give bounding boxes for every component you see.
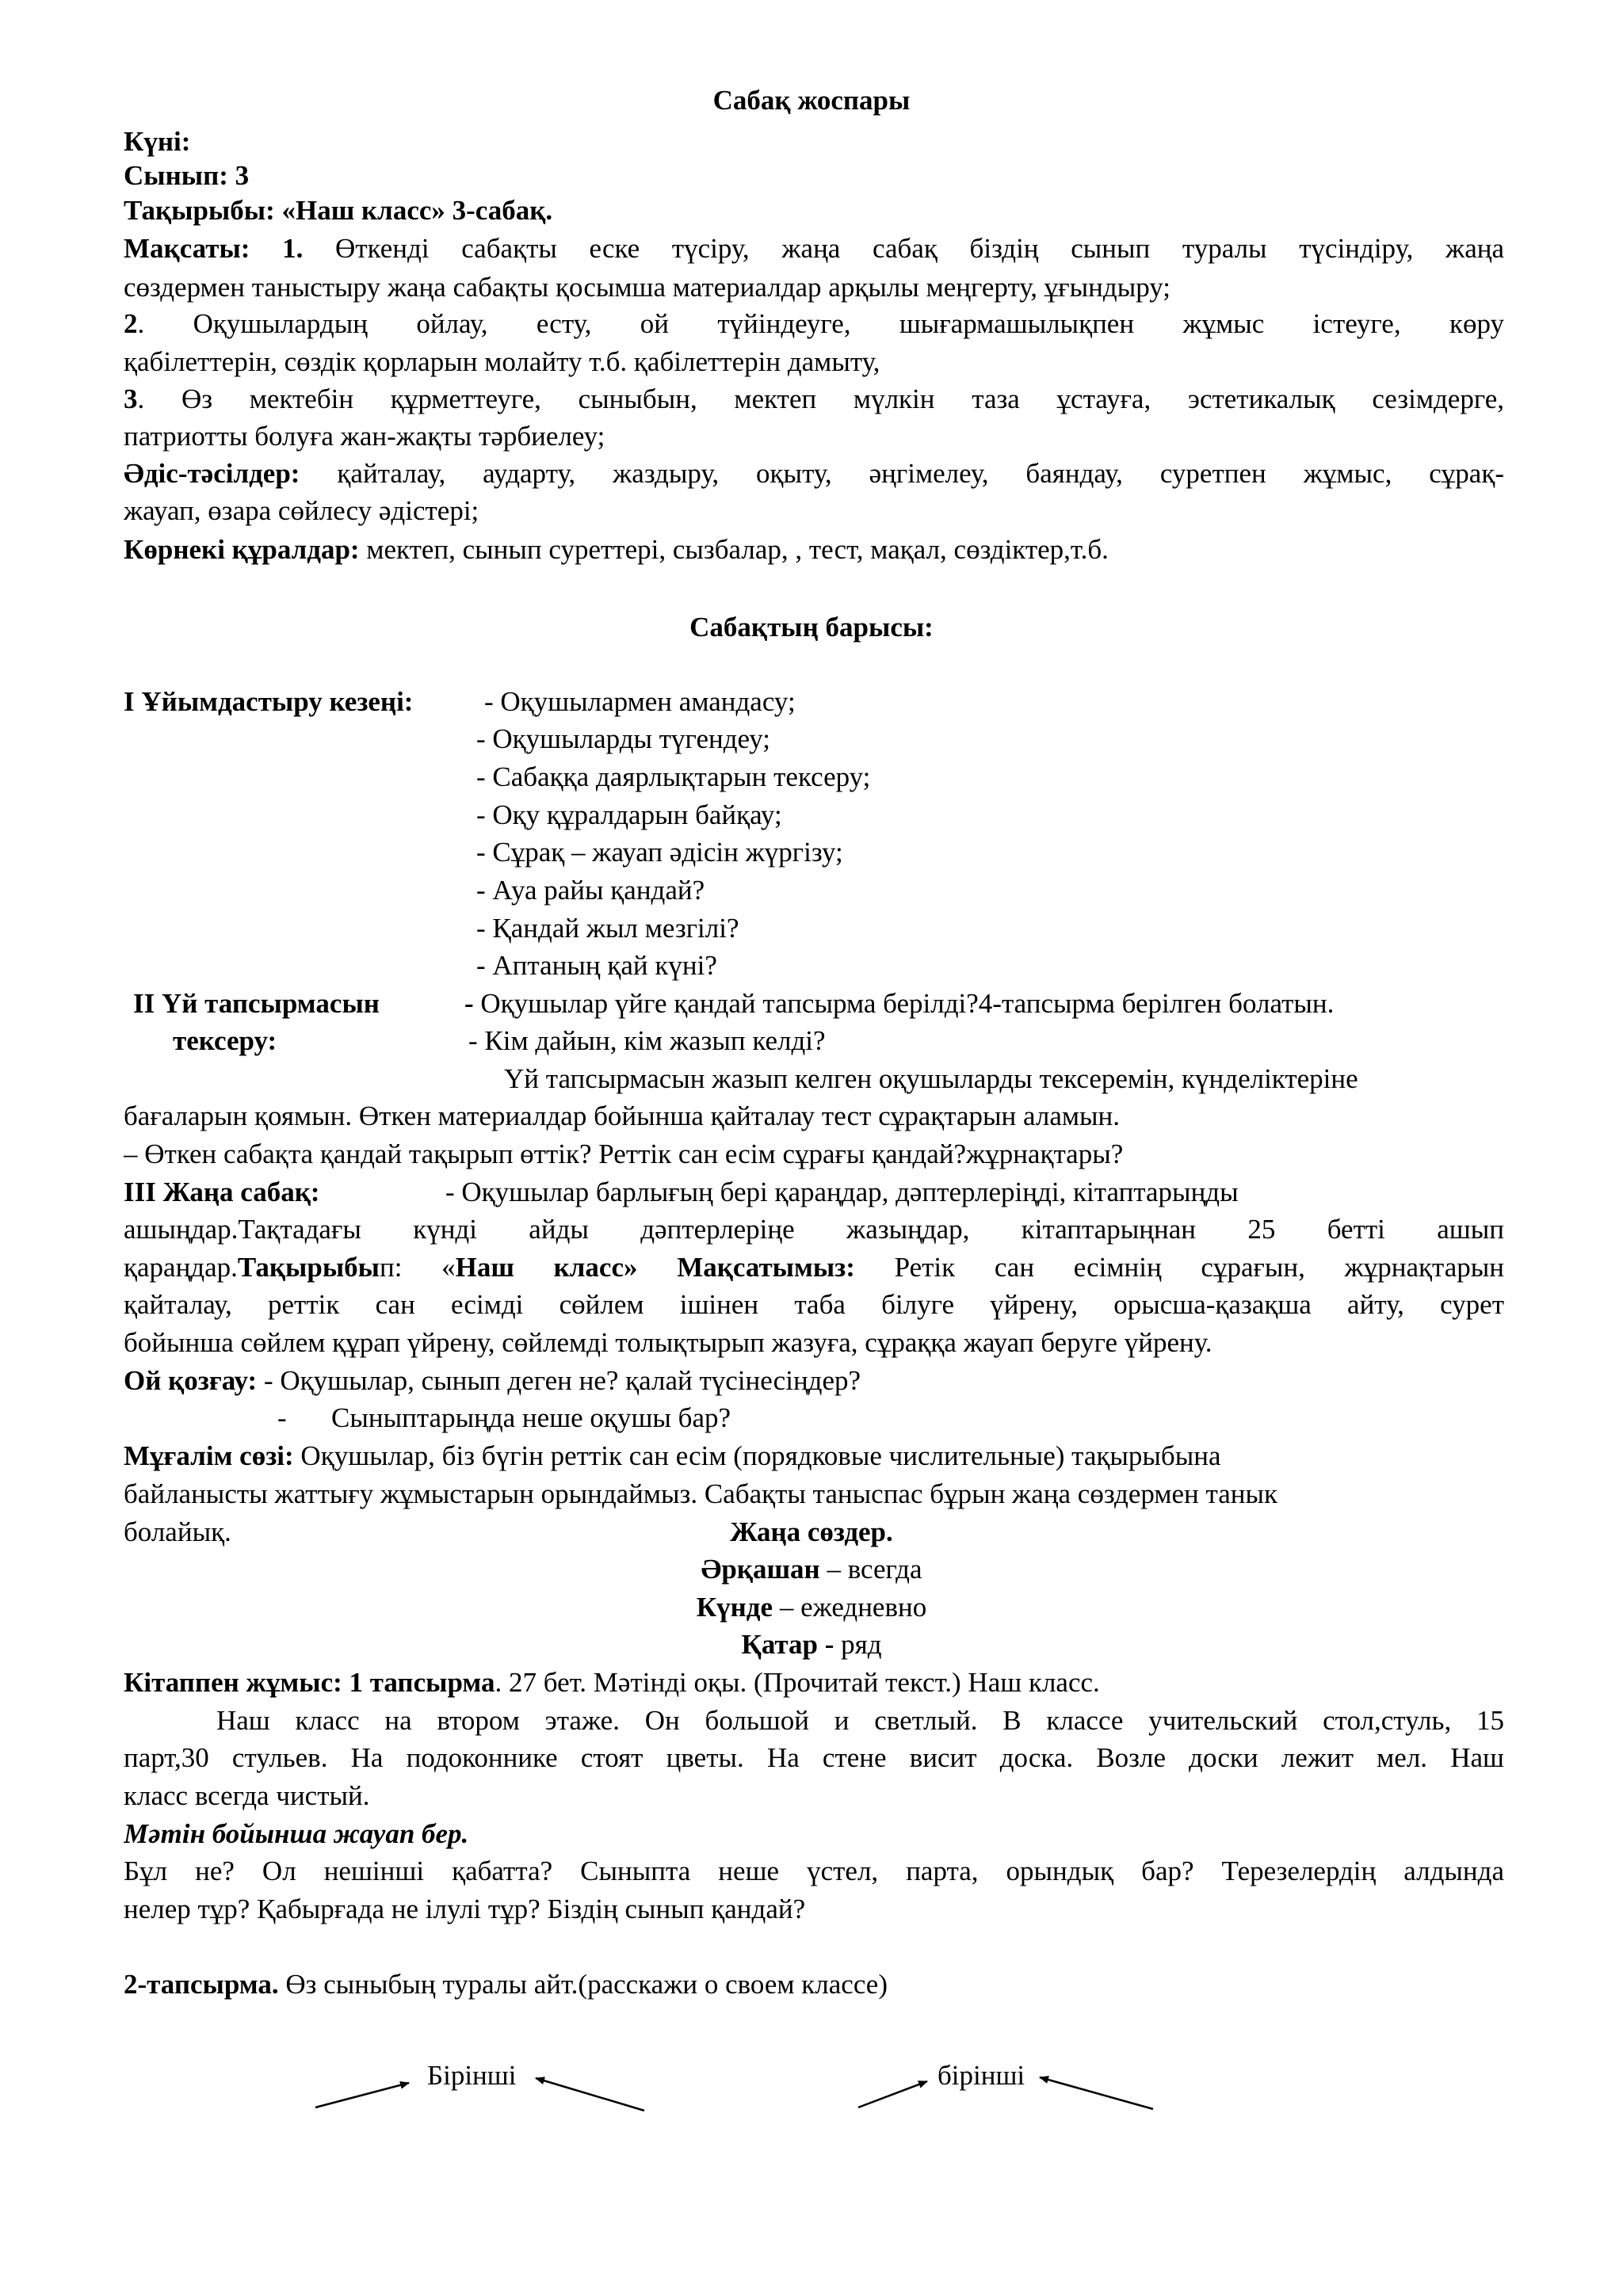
stage-3-text: қараңдар. xyxy=(124,1252,238,1283)
task-2-label: 2-тапсырма. xyxy=(124,1969,279,2000)
visuals-label: Көрнекі құралдар: xyxy=(124,534,360,565)
stage-1-item: - Оқу құралдарын байқау; xyxy=(476,799,782,830)
goal-2-line-2: қабілеттерін, сөздік қорларын молайту т.б. қабілеттерін дамыту, xyxy=(124,346,880,377)
warmup-question-2: Сыныптарыңда неше оқушы бар? xyxy=(331,1402,731,1433)
task-1-text: . 27 бет. Мәтінді оқы. (Прочитай текст.) Наш класс. xyxy=(495,1667,1100,1698)
new-word-2-ru: – ежедневно xyxy=(773,1592,927,1623)
date-label: Күні: xyxy=(124,126,191,157)
teacher-label: Мұғалім сөзі: xyxy=(124,1440,294,1471)
reading-line-2: парт,30 стульев. На подоконнике стоят цветы. На стене висит доска. Возле доски лежит мел. Наш xyxy=(124,1742,1504,1773)
visuals-text: мектеп, сынып суреттері, сызбалар, , тест, мақал, сөздіктер,т.б. xyxy=(359,534,1109,565)
stage-3-topic-name: Наш класс» xyxy=(455,1252,638,1283)
questions-line-2: нелер тұр? Қабырғада не ілулі тұр? Біздің сынып қандай? xyxy=(124,1894,806,1924)
teacher-line-3: болайық. xyxy=(124,1516,231,1547)
new-word-1-ru: – всегда xyxy=(819,1554,922,1585)
task-1-label: Кітаппен жұмыс: 1 тапсырма xyxy=(124,1667,495,1698)
stage-3-line-1: - Оқушылар барлығың бері қараңдар, дәптерлеріңді, кітаптарыңды xyxy=(445,1177,1239,1207)
arrow-left-2 xyxy=(536,2078,644,2111)
teacher-text: Оқушылар, біз бүгін реттік сан есім (порядковые числительные) тақырыбына xyxy=(293,1440,1221,1471)
page-title: Сабақ жоспары xyxy=(712,85,911,116)
stage-2-question-2: - Кім дайын, кім жазып келді? xyxy=(468,1025,826,1056)
arrow-left-1 xyxy=(315,2083,409,2107)
stage-3-label: ІІІ Жаңа сабақ: xyxy=(124,1177,320,1207)
stage-3-line-5: бойынша сөйлем құрап үйрену, сөйлемді толықтырып жазуға, сұраққа жауап беруге үйрену. xyxy=(124,1327,1212,1358)
stage-3-line-2: ашыңдар.Тақтадағы күнді айды дәптерлеріңе жазыңдар, кітаптарыңнан 25 бетті ашып xyxy=(124,1214,1504,1245)
goal-1-line-2: сөздермен таныстыру жаңа сабақты қосымша материалдар арқылы меңгерту, ұғындыру; xyxy=(124,272,1171,303)
methods-text: қайталау, аударту, жаздыру, оқыту, әңгімелеу, баяндау, суретпен жұмыс, сұрақ- xyxy=(300,458,1504,489)
teacher-line-2: байланысты жаттығу жұмыстарын орындаймыз. Сабақты таныспас бұрын жаңа сөздермен танык xyxy=(124,1478,1278,1509)
goal-2-number: 2 xyxy=(124,308,138,339)
stage-3-text: п: « xyxy=(380,1252,456,1283)
goals-label: Мақсаты: 1. xyxy=(124,233,304,264)
stage-1-item: - Оқушылармен амандасу; xyxy=(484,686,796,717)
stage-2-dash: - xyxy=(464,988,474,1019)
warmup-label: Ой қозғау: xyxy=(124,1365,258,1396)
new-word-1-kk: Әрқашан xyxy=(701,1554,820,1585)
warmup-question-1: - Оқушылар, сынып деген не? қалай түсінесіңдер? xyxy=(257,1365,861,1396)
stage-1-item: - Ауа райы қандай? xyxy=(476,875,705,906)
arrow-right-1 xyxy=(858,2081,927,2107)
new-word-3-kk: Қатар - xyxy=(741,1629,834,1660)
stage-3-topic-label: Тақырыбы xyxy=(237,1252,380,1283)
goal-3-line-2: патриотты болуға жан-жақты тәрбиелеу; xyxy=(124,421,605,452)
warmup-dash: - xyxy=(277,1402,287,1433)
goal-2-text: . Оқушылардың ойлау, есту, ой түйіндеуге, шығармашылықпен жұмыс істеуге, көру xyxy=(137,308,1504,339)
reading-line-3: класс всегда чистый. xyxy=(124,1780,370,1811)
topic-label: Тақырыбы: «Наш класс» 3-сабақ. xyxy=(124,195,553,226)
stage-2-label-line-1: ІІ Үй тапсырмасын xyxy=(133,988,380,1019)
course-title: Сабақтың барысы: xyxy=(689,612,934,643)
new-words-title: Жаңа сөздер. xyxy=(730,1516,893,1547)
new-word-2-kk: Күнде xyxy=(696,1592,773,1623)
stage-1-label: І Ұйымдастыру кезеңі: xyxy=(124,686,414,717)
stage-1-item: - Қандай жыл мезгілі? xyxy=(476,913,739,944)
stage-2-para-line-1: Үй тапсырмасын жазып келген оқушыларды тексеремін, күнделіктеріне xyxy=(504,1063,1358,1094)
answer-heading: Мәтін бойынша жауап бер. xyxy=(124,1818,469,1849)
stage-2-para-line-3: – Өткен сабақта қандай тақырып өттік? Реттік сан есім сұрағы қандай?жұрнақтары? xyxy=(124,1138,1124,1169)
questions-line-1: Бұл не? Ол нешінші қабатта? Сыныпта неше үстел, парта, орындық бар? Терезелердің алдында xyxy=(124,1855,1504,1886)
stage-3-line-4: қайталау, реттік сан есімді сөйлем ішінен таба білуге үйрену, орысша-қазақша айту, сурет xyxy=(124,1289,1504,1320)
methods-label: Әдіс-тәсілдер: xyxy=(124,458,300,489)
goal-1-text: Өткенді сабақты еске түсіру, жаңа сабақ біздің сынып туралы түсіндіру, жаңа xyxy=(335,233,1504,264)
stage-1-item: - Сабаққа даярлықтарын тексеру; xyxy=(476,761,871,792)
goal-3-text: . Өз мектебін құрметтеуге, сыныбын, мектеп мүлкін таза ұстауға, эстетикалық сезімдерге, xyxy=(137,383,1504,414)
stage-2-label-line-2: тексеру: xyxy=(173,1025,277,1056)
stage-2-question-1-text: Оқушылар үйге қандай тапсырма берілді?4-тапсырма берілген болатын. xyxy=(473,988,1335,1019)
diagram-left-word: Бірінші xyxy=(427,2060,517,2091)
stage-1-item: - Оқушыларды түгендеу; xyxy=(476,723,770,754)
task-2-text: Өз сыныбың туралы айт.(расскажи о своем классе) xyxy=(278,1969,888,2000)
methods-line-2: жауап, өзара сөйлесу әдістері; xyxy=(124,495,479,526)
stage-3-goal-text: Ретік сан есімнің сұрағын, жұрнақтарын xyxy=(854,1252,1504,1283)
class-label: Сынып: 3 xyxy=(124,160,250,191)
goal-3-number: 3 xyxy=(124,383,138,414)
stage-2-para-line-2: бағаларын қоямын. Өткен материалдар бойынша қайталау тест сұрақтарын аламын. xyxy=(124,1100,1121,1131)
stage-3-goal-label: Мақсатымыз: xyxy=(677,1252,855,1283)
stage-1-item: - Аптаның қай күні? xyxy=(476,950,717,981)
stage-1-item: - Сұрақ – жауап әдісін жүргізу; xyxy=(476,837,843,868)
reading-line-1: Наш класс на втором этаже. Он большой и светлый. В классе учительский стол,стуль, 15 xyxy=(216,1705,1504,1736)
new-word-3-ru: ряд xyxy=(834,1629,882,1660)
diagram-right-word: бірінші xyxy=(938,2060,1025,2091)
arrow-right-2 xyxy=(1040,2077,1153,2109)
